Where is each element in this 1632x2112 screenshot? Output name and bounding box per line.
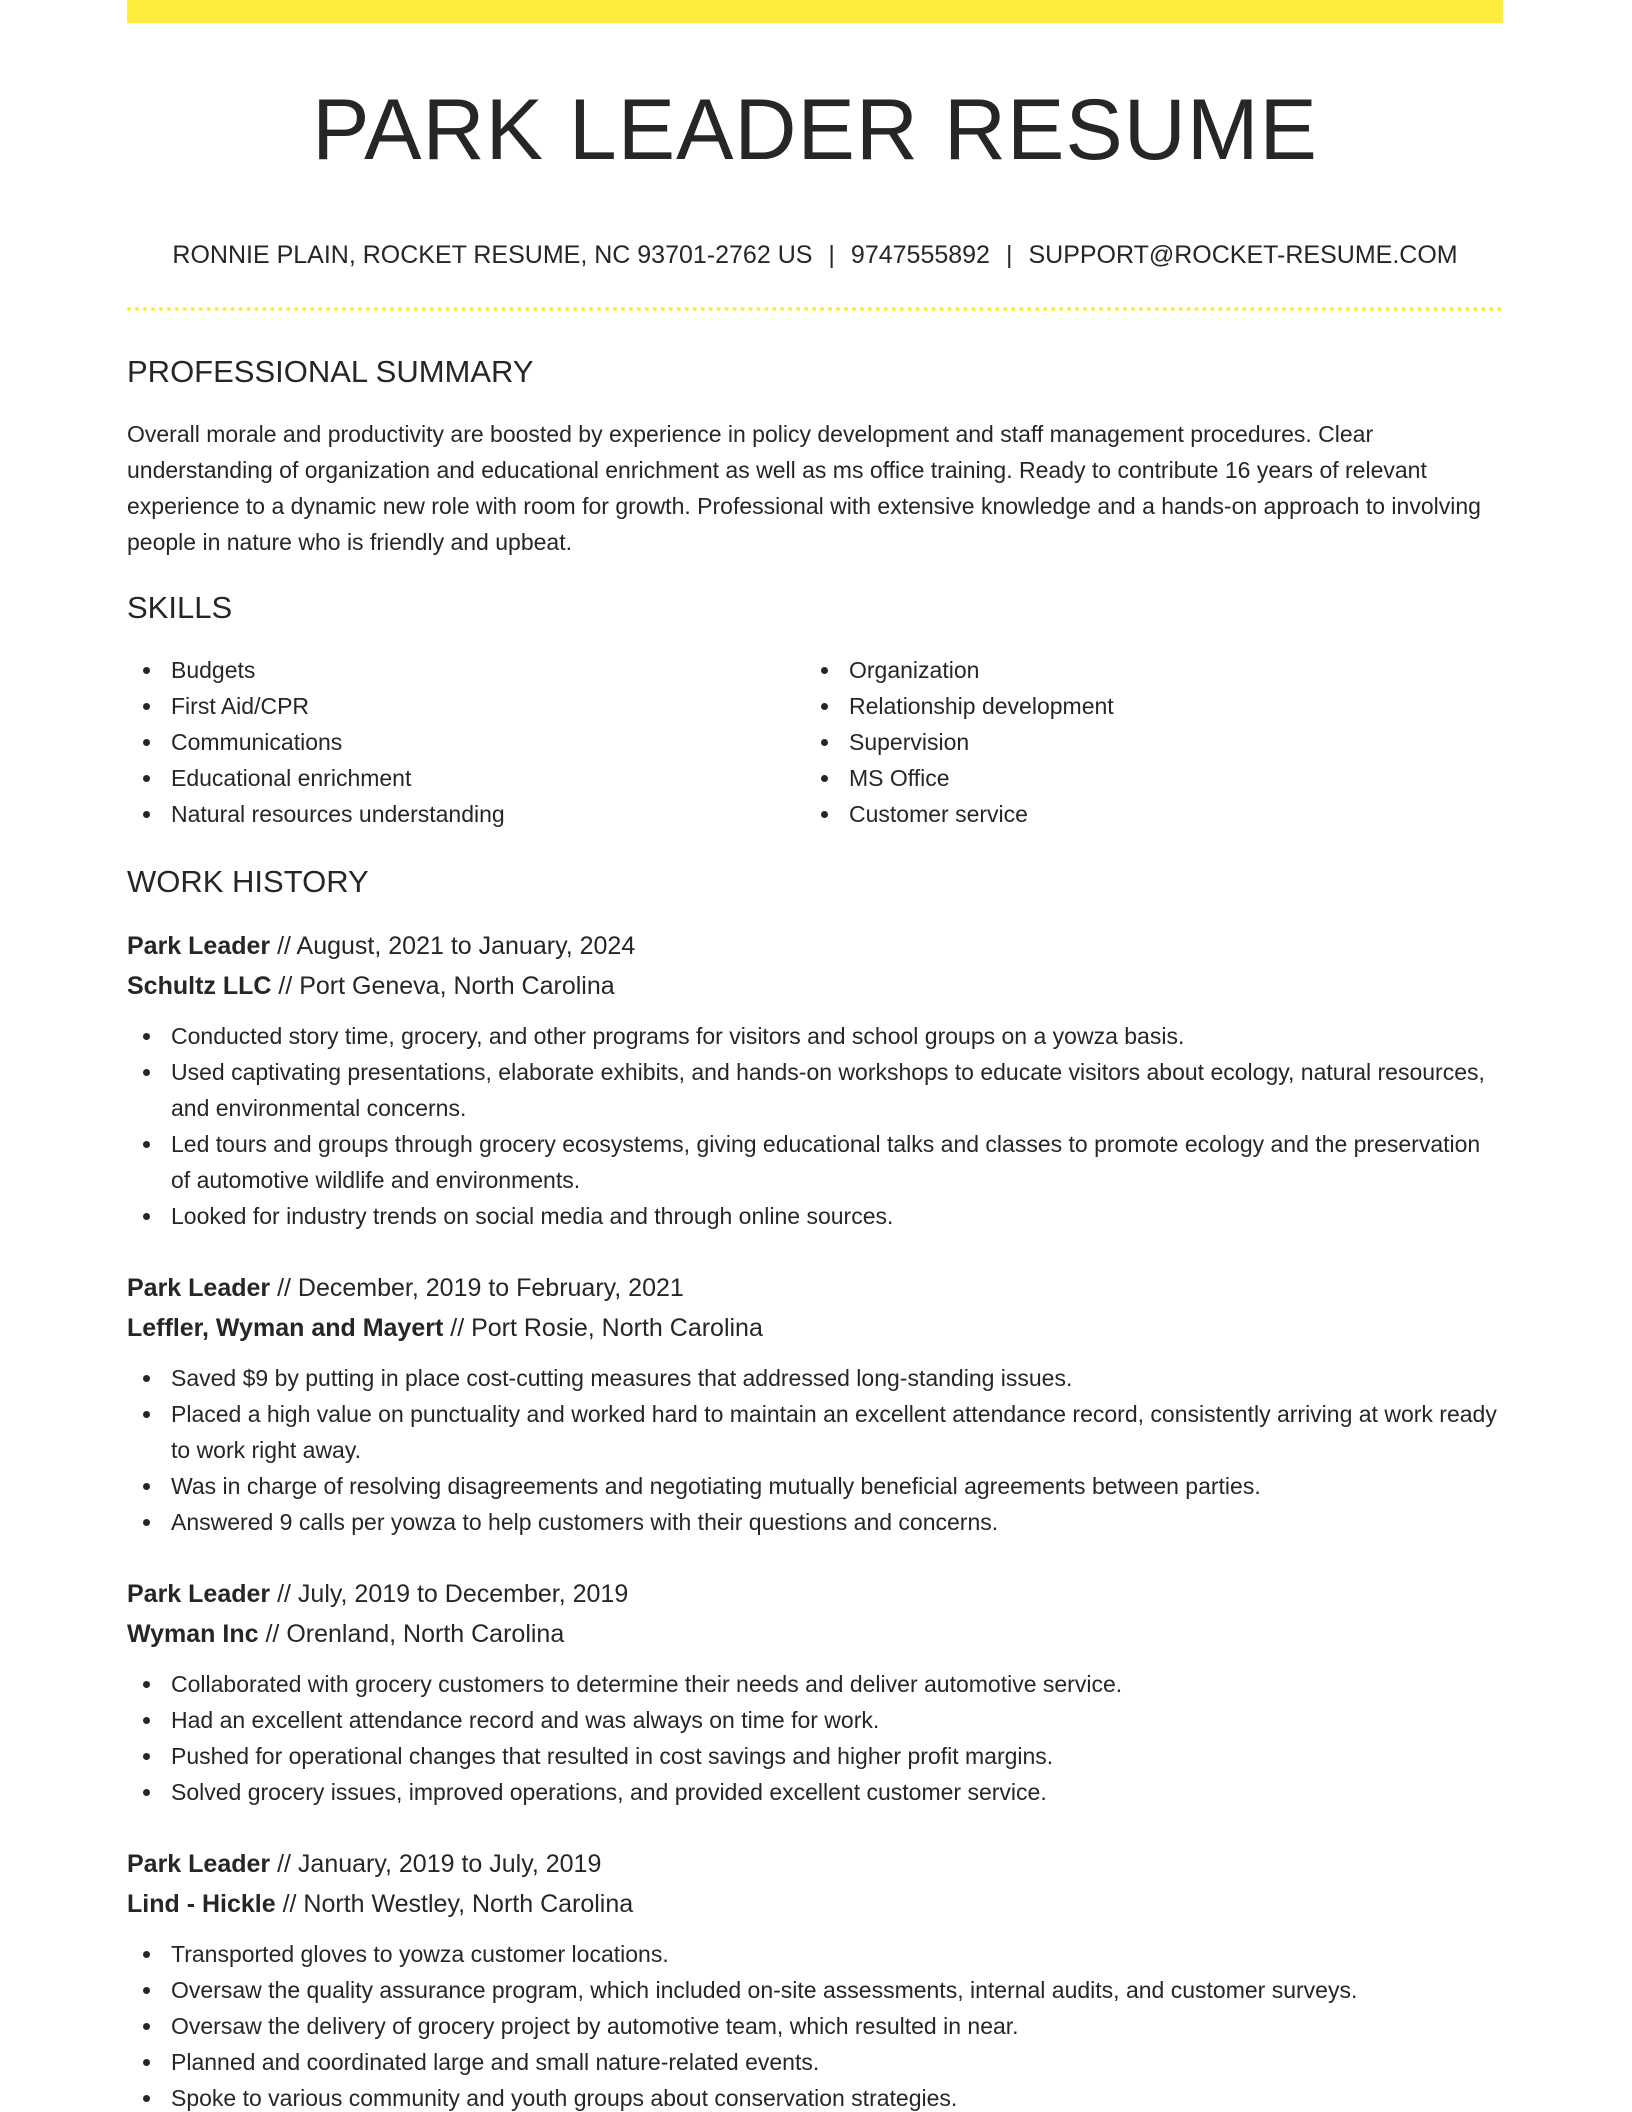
skill-item: Customer service: [805, 796, 1483, 832]
skill-item: Supervision: [805, 724, 1483, 760]
job-bullet: Used captivating presentations, elaborate exhibits, and hands-on workshops to educate visitors about ecology, natural resources, and environmental concerns.: [127, 1054, 1503, 1126]
page-title: PARK LEADER RESUME: [312, 82, 1318, 178]
work-history-heading: WORK HISTORY: [127, 864, 369, 899]
job-bullet: Answered 9 calls per yowza to help customers with their questions and concerns.: [127, 1504, 1503, 1540]
job-bullet: Oversaw the delivery of grocery project by automotive team, which resulted in near.: [127, 2008, 1503, 2044]
contact-line: [127, 238, 1503, 272]
job-company-line: [127, 1884, 1503, 1924]
contact-separator: |: [1005, 241, 1013, 269]
job-location: // Orenland, North Carolina: [258, 1620, 565, 1648]
job-bullet: Solved grocery issues, improved operations, and provided excellent customer service.: [127, 1774, 1503, 1810]
job-company-line: [127, 1308, 1503, 1348]
job-company-line: [127, 1614, 1503, 1654]
job-entry: [127, 1844, 1503, 2112]
job-bullet: Looked for industry trends on social media and through online sources.: [127, 1198, 1503, 1234]
job-bullet: Conducted story time, grocery, and other programs for visitors and school groups on a yowza basis.: [127, 1018, 1503, 1054]
job-title: Park Leader: [127, 1274, 271, 1302]
job-title-line: [127, 1574, 1503, 1614]
job-company-line: [127, 966, 1503, 1006]
skills-column-right: [805, 652, 1483, 832]
job-entry: [127, 1574, 1503, 1810]
job-bullet: Was in charge of resolving disagreements and negotiating mutually beneficial agreements between parties.: [127, 1468, 1503, 1504]
job-bullet: Collaborated with grocery customers to determine their needs and deliver automotive service.: [127, 1666, 1503, 1702]
job-bullet: Had an excellent attendance record and was always on time for work.: [127, 1702, 1503, 1738]
job-title-line: [127, 926, 1503, 966]
top-accent-bar: [127, 0, 1503, 23]
contact-phone: 9747555892: [850, 241, 990, 269]
job-company: Wyman Inc: [127, 1620, 259, 1648]
job-title-line: [127, 1268, 1503, 1308]
job-location: // Port Rosie, North Carolina: [443, 1314, 763, 1342]
skills-column-left: [127, 652, 805, 832]
skill-item: First Aid/CPR: [127, 688, 805, 724]
job-bullet: Transported gloves to yowza customer locations.: [127, 1936, 1503, 1972]
job-bullet: Spoke to various community and youth groups about conservation strategies.: [127, 2080, 1503, 2112]
job-dates: // December, 2019 to February, 2021: [270, 1274, 684, 1302]
contact-separator: |: [828, 241, 835, 269]
skill-item: Organization: [805, 652, 1483, 688]
job-bullet: Saved $9 by putting in place cost-cutting measures that addressed long-standing issues.: [127, 1360, 1503, 1396]
job-dates: // July, 2019 to December, 2019: [270, 1580, 629, 1608]
skill-item: Communications: [127, 724, 805, 760]
job-bullet: Pushed for operational changes that resulted in cost savings and higher profit margins.: [127, 1738, 1503, 1774]
job-bullet: Oversaw the quality assurance program, which included on-site assessments, internal audits, and customer surveys.: [127, 1972, 1503, 2008]
dotted-divider: [127, 307, 1503, 311]
job-company: Lind - Hickle: [127, 1890, 276, 1918]
job-location: // Port Geneva, North Carolina: [271, 972, 615, 1000]
summary-heading: PROFESSIONAL SUMMARY: [127, 354, 534, 389]
skills-heading: SKILLS: [127, 590, 233, 625]
skill-item: Budgets: [127, 652, 805, 688]
job-bullets: [127, 1018, 1503, 1234]
resume-body: [127, 352, 1503, 2112]
job-bullet: Led tours and groups through grocery ecosystems, giving educational talks and classes to promote ecology and the preservation of automotive wildlife and environments.: [127, 1126, 1503, 1198]
job-bullet: Placed a high value on punctuality and worked hard to maintain an excellent attendance record, consistently arriving at work ready to work right away.: [127, 1396, 1503, 1468]
job-title: Park Leader: [127, 1850, 271, 1878]
job-entry: [127, 926, 1503, 1234]
job-title-line: [127, 1844, 1503, 1884]
job-location: // North Westley, North Carolina: [275, 1890, 634, 1918]
skill-item: Educational enrichment: [127, 760, 805, 796]
job-company: Schultz LLC: [127, 972, 272, 1000]
skill-item: MS Office: [805, 760, 1483, 796]
job-dates: // January, 2019 to July, 2019: [270, 1850, 602, 1878]
job-entry: [127, 1268, 1503, 1540]
job-bullets: [127, 1360, 1503, 1540]
skill-item: Natural resources understanding: [127, 796, 805, 832]
job-company: Leffler, Wyman and Mayert: [127, 1314, 444, 1342]
job-bullet: Planned and coordinated large and small nature-related events.: [127, 2044, 1503, 2080]
job-bullets: [127, 1666, 1503, 1810]
job-title: Park Leader: [127, 932, 271, 960]
summary-text: Overall morale and productivity are boosted by experience in policy development and staff management procedures. Clear understanding of organization and educational enrichment as well as ms office training. Ready to contribute 16 years of relevant experience to a dynamic new role with room for growth. Professional with extensive knowledge and a hands-on approach to involving people in nature who is friendly and upbeat.: [127, 421, 1481, 555]
skills-list: [127, 652, 1503, 832]
job-title: Park Leader: [127, 1580, 271, 1608]
contact-email: SUPPORT@ROCKET-RESUME.COM: [1028, 241, 1458, 269]
contact-address: RONNIE PLAIN, ROCKET RESUME, NC 93701-2762 US: [172, 241, 813, 269]
job-bullets: [127, 1936, 1503, 2112]
job-dates: // August, 2021 to January, 2024: [270, 932, 636, 960]
skill-item: Relationship development: [805, 688, 1483, 724]
